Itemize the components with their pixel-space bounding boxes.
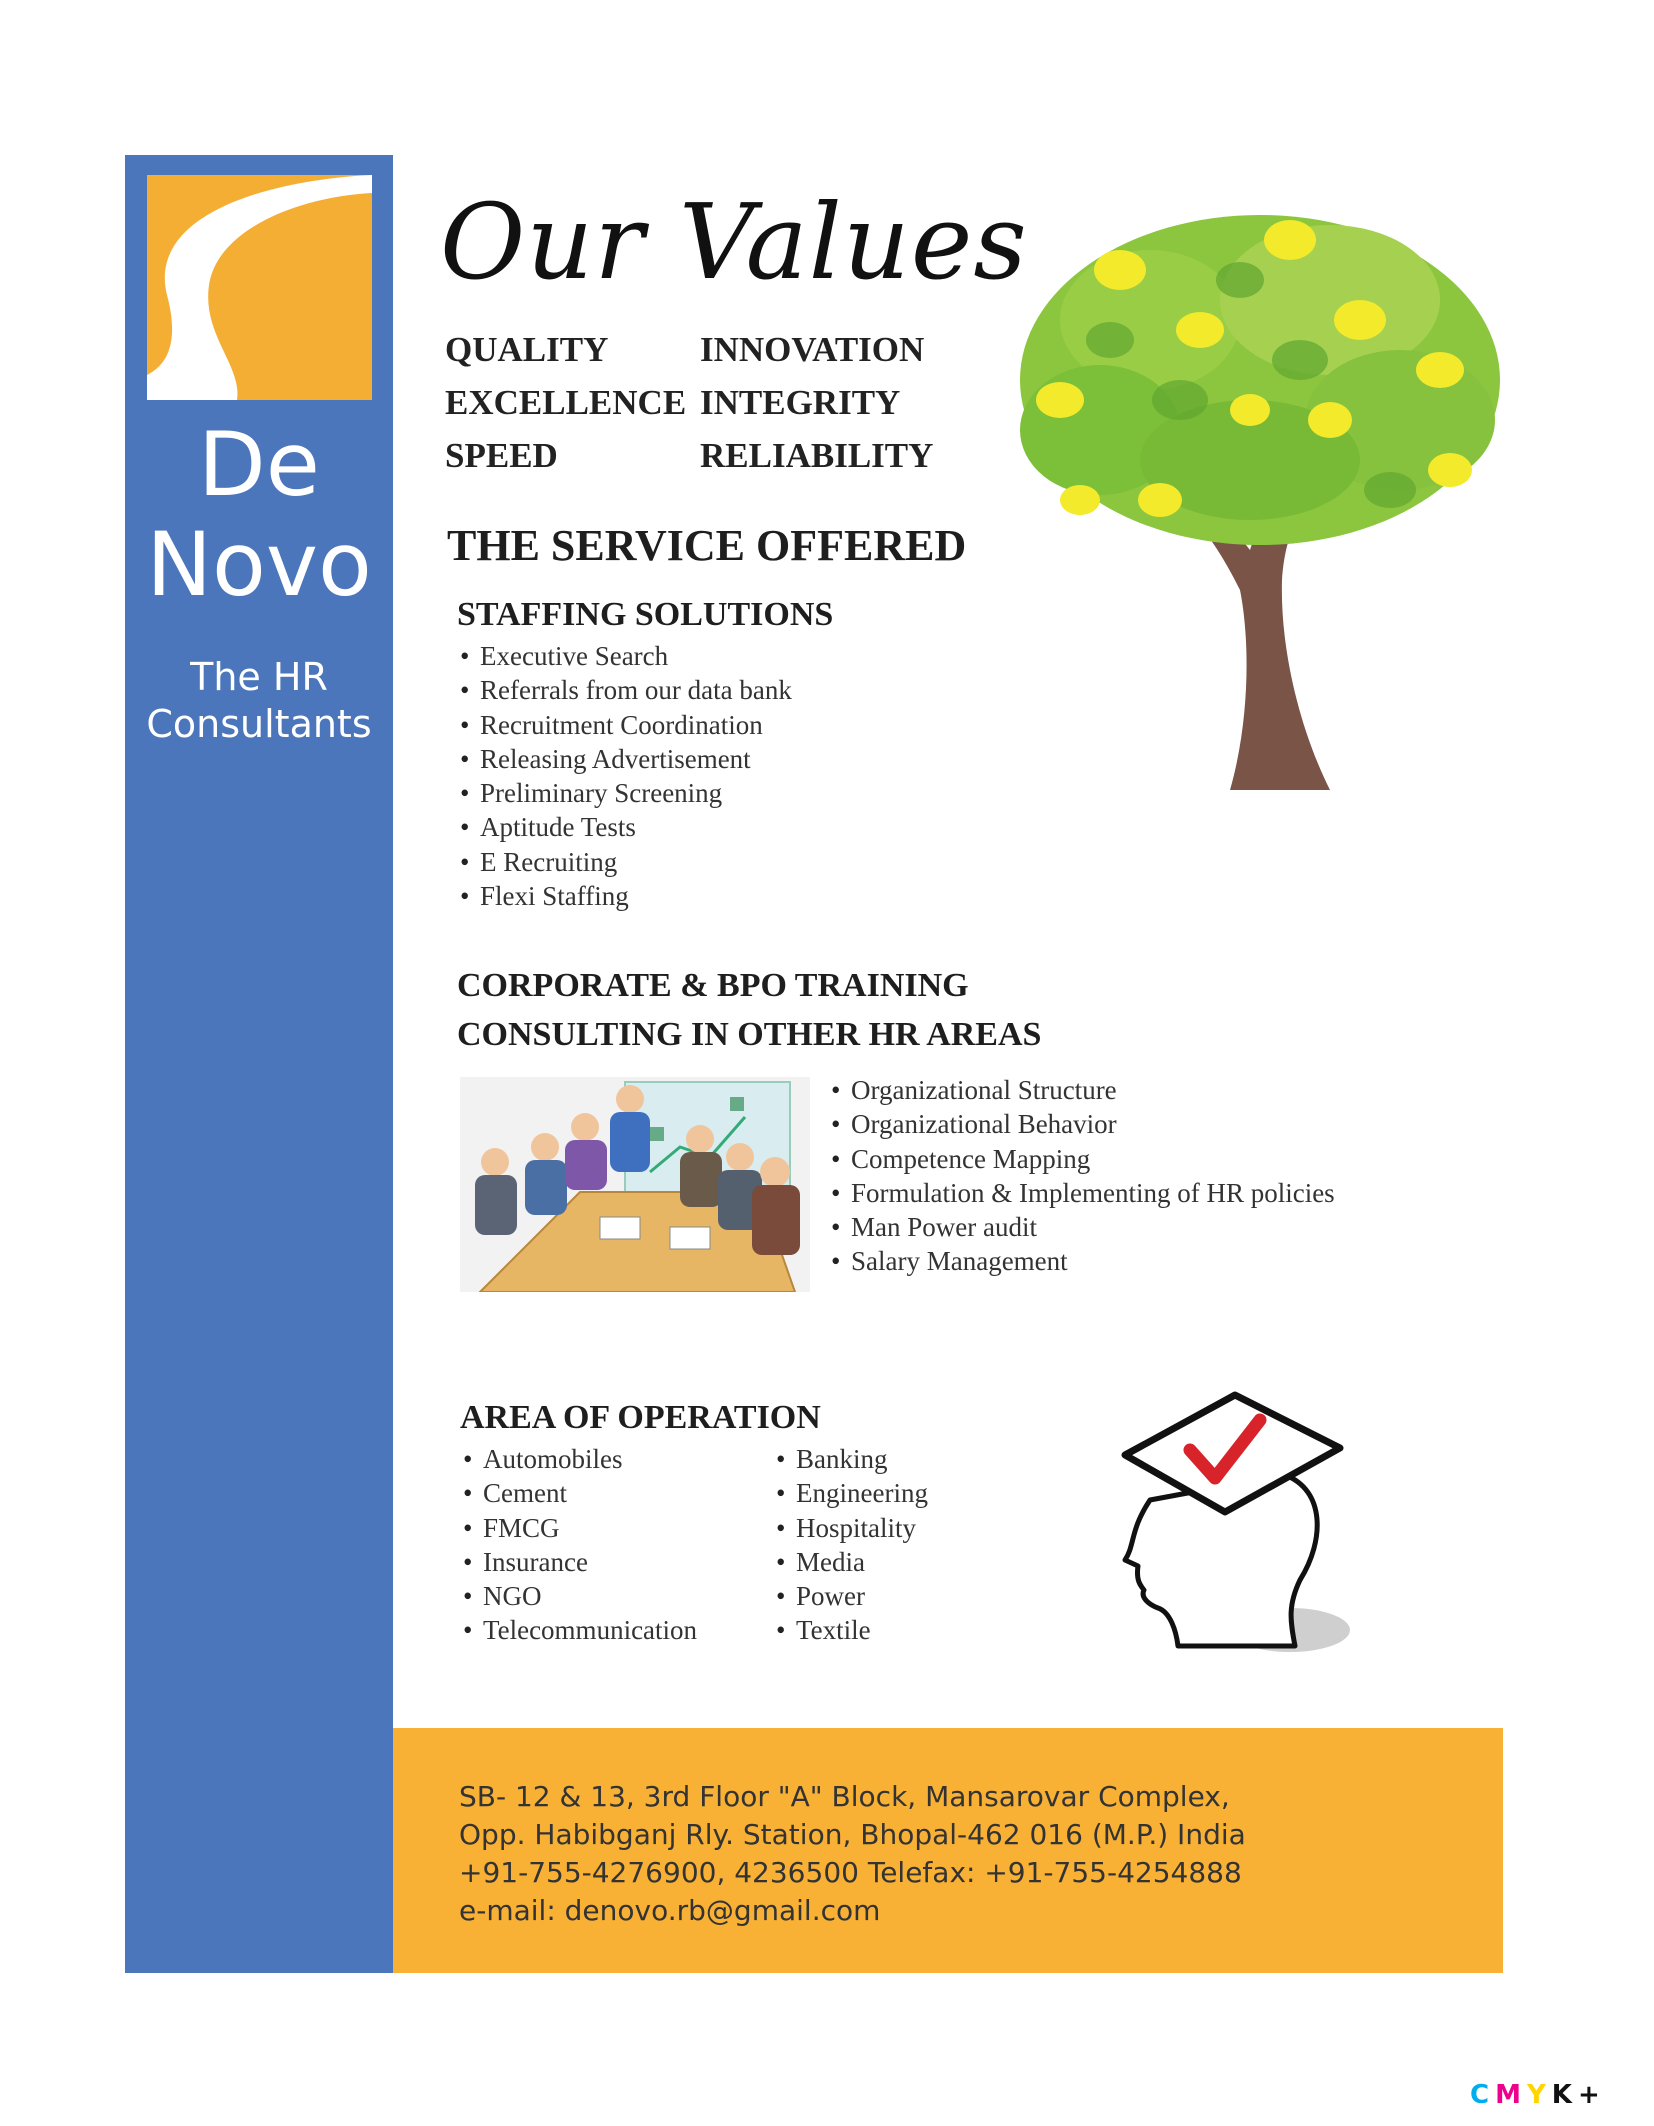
cmyk-k: K [1551, 2080, 1578, 2110]
cmyk-print-marks [1470, 2080, 1606, 2110]
staffing-heading: STAFFING SOLUTIONS [457, 596, 834, 633]
training-heading-line1: CORPORATE & BPO TRAINING [457, 967, 969, 1004]
cmyk-c: C [1470, 2080, 1496, 2110]
cmyk-m: M [1495, 2080, 1527, 2110]
list-item: • Flexi Staffing [460, 879, 792, 913]
list-item: • Media [776, 1545, 928, 1579]
list-item: • Formulation & Implementing of HR policies [831, 1176, 1335, 1210]
operation-list-col2 [776, 1442, 928, 1648]
list-item: • Organizational Structure [831, 1073, 1335, 1107]
value-item: EXCELLENCE [445, 383, 687, 422]
service-heading: THE SERVICE OFFERED [447, 521, 967, 570]
email-line: e-mail: denovo.rb@gmail.com [459, 1894, 881, 1927]
value-item: INNOVATION [700, 330, 925, 369]
training-heading-line2: CONSULTING IN OTHER HR AREAS [457, 1016, 1042, 1053]
list-item: • E Recruiting [460, 845, 792, 879]
list-item: • Releasing Advertisement [460, 742, 792, 776]
brand-name-line1: De [198, 413, 320, 516]
value-item: RELIABILITY [700, 436, 934, 475]
list-item: • Telecommunication [463, 1613, 697, 1647]
list-item: • Engineering [776, 1476, 928, 1510]
brand-tagline-line2: Consultants [146, 702, 372, 746]
cmyk-plus: + [1577, 2080, 1606, 2110]
list-item: • Cement [463, 1476, 697, 1510]
list-item: • Organizational Behavior [831, 1107, 1335, 1141]
list-item: • Recruitment Coordination [460, 708, 792, 742]
staffing-list [460, 639, 792, 913]
address-line1: SB- 12 & 13, 3rd Floor "A" Block, Mansarovar Complex, [459, 1780, 1230, 1813]
list-item: • Automobiles [463, 1442, 697, 1476]
value-item: INTEGRITY [700, 383, 901, 422]
operation-list-col1 [463, 1442, 697, 1648]
denovo-logo [147, 175, 372, 400]
list-item: • Referrals from our data bank [460, 673, 792, 707]
list-item: • FMCG [463, 1511, 697, 1545]
address-line2: Opp. Habibganj Rly. Station, Bhopal-462 016 (M.P.) India [459, 1818, 1246, 1851]
list-item: • Man Power audit [831, 1210, 1335, 1244]
list-item: • Textile [776, 1613, 928, 1647]
tree-illustration [1000, 200, 1520, 800]
value-item: QUALITY [445, 330, 609, 369]
list-item: • Competence Mapping [831, 1142, 1335, 1176]
list-item: • Aptitude Tests [460, 810, 792, 844]
s-swoosh-icon [147, 175, 372, 400]
values-title: Our Values [440, 181, 1028, 303]
list-item: • Banking [776, 1442, 928, 1476]
operation-heading: AREA OF OPERATION [460, 1399, 821, 1436]
consulting-list [831, 1073, 1335, 1279]
value-item: SPEED [445, 436, 558, 475]
list-item: • Salary Management [831, 1244, 1335, 1278]
graduate-head-icon [1110, 1380, 1370, 1670]
list-item: • Executive Search [460, 639, 792, 673]
phone-line: +91-755-4276900, 4236500 Telefax: +91-755-4254888 [459, 1856, 1242, 1889]
meeting-illustration [460, 1077, 810, 1292]
list-item: • Insurance [463, 1545, 697, 1579]
list-item: • Preliminary Screening [460, 776, 792, 810]
list-item: • NGO [463, 1579, 697, 1613]
list-item: • Hospitality [776, 1511, 928, 1545]
list-item: • Power [776, 1579, 928, 1613]
cmyk-y: Y [1526, 2080, 1552, 2110]
brand-name-line2: Novo [146, 513, 372, 616]
brand-tagline-line1: The HR [190, 655, 328, 699]
